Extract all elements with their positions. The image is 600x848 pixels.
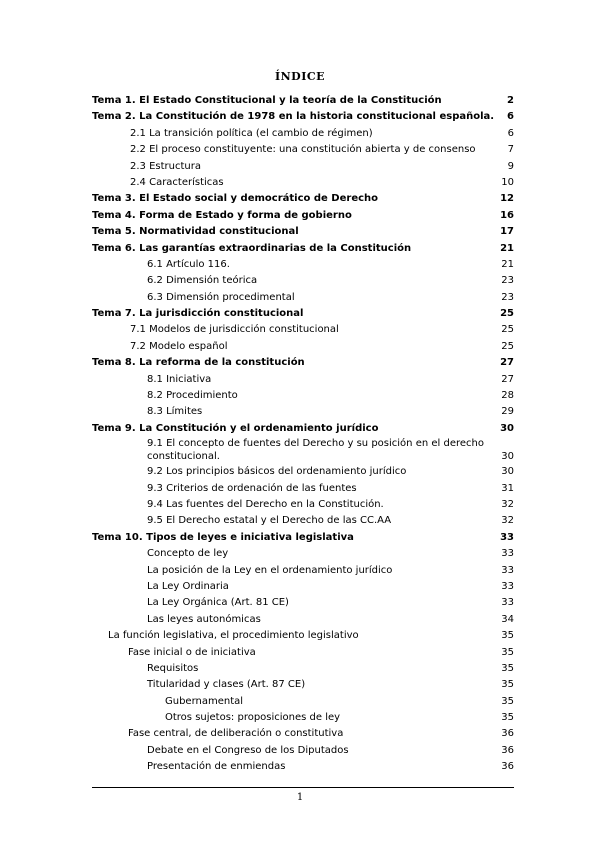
toc-entry-label: 2.4 Características bbox=[130, 176, 224, 188]
page-number: 1 bbox=[296, 792, 304, 803]
toc-entry-label: La Ley Orgánica (Art. 81 CE) bbox=[147, 597, 289, 609]
toc-entry-label: Presentación de enmiendas bbox=[147, 761, 286, 773]
footer-divider bbox=[92, 787, 514, 788]
toc-entry-label: 6.1 Artículo 116. bbox=[147, 258, 230, 270]
toc-entry-label: 9.1 El concepto de fuentes del Derecho y su posición en el derecho constitucional. bbox=[147, 438, 484, 463]
toc-entry-label: 8.2 Procedimiento bbox=[147, 390, 238, 402]
toc-entry-page: 27 bbox=[500, 357, 514, 369]
toc-entry-6-1[interactable] bbox=[92, 257, 514, 273]
toc-entry-tema-2[interactable] bbox=[92, 109, 514, 125]
toc-entry-2-3[interactable] bbox=[92, 159, 514, 175]
toc-entry-label: Titularidad y clases (Art. 87 CE) bbox=[147, 679, 306, 691]
toc-entry-page: 35 bbox=[501, 712, 514, 724]
toc-entry-6-2[interactable] bbox=[92, 273, 514, 289]
toc-entry-label: Requisitos bbox=[147, 662, 199, 674]
toc-entry-tema-4[interactable] bbox=[92, 208, 514, 224]
toc-entry-label: 7.1 Modelos de jurisdicción constitucional bbox=[130, 324, 339, 336]
toc-entry-page: 21 bbox=[501, 258, 514, 270]
toc-entry-page: 25 bbox=[501, 340, 514, 352]
toc-entry-label: Tema 2. La Constitución de 1978 en la historia constitucional española. bbox=[92, 111, 495, 123]
toc-entry-label: Tema 5. Normatividad constitucional bbox=[92, 226, 299, 238]
toc-entry-9-1[interactable] bbox=[92, 437, 514, 464]
toc-entry-page: 23 bbox=[501, 275, 514, 287]
toc-entry-page: 33 bbox=[500, 531, 514, 543]
toc-entry-label: Tema 1. El Estado Constitucional y la teoría de la Constitución bbox=[92, 95, 442, 106]
toc-entry-label: Tema 10. Tipos de leyes e iniciativa legislativa bbox=[92, 531, 354, 543]
toc-entry-page: 30 bbox=[501, 451, 514, 463]
toc-entry-page: 28 bbox=[501, 390, 514, 402]
toc-entry-page: 32 bbox=[501, 515, 514, 527]
toc-entry-leyes-autonomicas[interactable] bbox=[92, 612, 514, 628]
toc-entry-page: 10 bbox=[501, 176, 514, 188]
toc-entry-label: Gubernamental bbox=[165, 695, 244, 707]
toc-entry-8-1[interactable] bbox=[92, 372, 514, 388]
toc-entry-fase-central[interactable] bbox=[92, 726, 514, 742]
toc-entry-page: 29 bbox=[501, 406, 514, 418]
toc-entry-page: 35 bbox=[501, 662, 514, 674]
toc-entry-page: 25 bbox=[500, 308, 514, 320]
toc-entry-titularidad[interactable] bbox=[92, 677, 514, 693]
toc-entry-6-3[interactable] bbox=[92, 290, 514, 306]
toc-entry-label: 2.3 Estructura bbox=[130, 160, 201, 172]
toc-entry-label: Tema 4. Forma de Estado y forma de gobierno bbox=[92, 209, 352, 221]
toc-entry-label: 8.1 Iniciativa bbox=[147, 373, 212, 385]
toc-entry-page: 27 bbox=[501, 373, 514, 385]
toc-entry-label: Tema 6. Las garantías extraordinarias de la Constitución bbox=[92, 242, 412, 254]
toc-entry-label: 9.4 Las fuentes del Derecho en la Constitución. bbox=[147, 498, 384, 510]
toc-entry-page: 35 bbox=[501, 695, 514, 707]
toc-entry-label: Debate en el Congreso de los Diputados bbox=[147, 744, 349, 756]
toc-entry-page: 25 bbox=[501, 324, 514, 336]
toc-entry-9-4[interactable] bbox=[92, 497, 514, 513]
toc-entry-page: 33 bbox=[501, 597, 514, 609]
toc-entry-label: 2.1 La transición política (el cambio de régimen) bbox=[130, 127, 373, 139]
toc-entry-tema-9[interactable] bbox=[92, 421, 514, 437]
toc-entry-label: Las leyes autonómicas bbox=[147, 613, 261, 625]
toc-entry-tema-10[interactable] bbox=[92, 530, 514, 546]
toc-entry-page: 35 bbox=[501, 679, 514, 691]
toc-entry-page: 36 bbox=[501, 744, 514, 756]
toc-entry-tema-1[interactable] bbox=[92, 93, 514, 109]
toc-entry-page: 12 bbox=[500, 193, 514, 205]
toc-entry-label: Otros sujetos: proposiciones de ley bbox=[165, 712, 341, 724]
toc-entry-label: 9.2 Los principios básicos del ordenamiento jurídico bbox=[147, 466, 407, 478]
toc-entry-label: Tema 3. El Estado social y democrático de Derecho bbox=[92, 193, 379, 205]
toc-entry-concepto-de-ley[interactable] bbox=[92, 546, 514, 562]
toc-entry-page: 36 bbox=[501, 728, 514, 740]
toc-entry-page: 35 bbox=[501, 646, 514, 658]
toc-entry-page: 31 bbox=[501, 482, 514, 494]
toc-entry-9-3[interactable] bbox=[92, 481, 514, 497]
toc-entry-8-3[interactable] bbox=[92, 404, 514, 420]
toc-entry-tema-6[interactable] bbox=[92, 241, 514, 257]
toc-entry-label: 2.2 El proceso constituyente: una constitución abierta y de consenso bbox=[130, 144, 476, 156]
toc-entry-label: La Ley Ordinaria bbox=[147, 580, 229, 592]
toc-entry-label: 9.5 El Derecho estatal y el Derecho de las CC.AA bbox=[147, 515, 392, 527]
toc-entry-7-2[interactable] bbox=[92, 339, 514, 355]
toc-entry-tema-5[interactable] bbox=[92, 224, 514, 240]
toc-entry-8-2[interactable] bbox=[92, 388, 514, 404]
toc-entry-ley-ordinaria[interactable] bbox=[92, 579, 514, 595]
toc-entry-label: Tema 7. La jurisdicción constitucional bbox=[92, 308, 304, 320]
toc-entry-page: 32 bbox=[501, 498, 514, 510]
toc-entry-label: 6.3 Dimensión procedimental bbox=[147, 291, 295, 303]
toc-entry-enmiendas[interactable] bbox=[92, 759, 514, 775]
toc-entry-page: 6 bbox=[507, 111, 514, 123]
toc-entry-page: 34 bbox=[501, 613, 514, 625]
toc-entry-label: Fase central, de deliberación o constitutiva bbox=[128, 728, 344, 740]
toc-entry-label: 6.2 Dimensión teórica bbox=[147, 275, 258, 287]
toc-entry-label: Concepto de ley bbox=[147, 548, 229, 560]
toc-entry-ley-organica[interactable] bbox=[92, 595, 514, 611]
toc-entry-label: 7.2 Modelo español bbox=[130, 340, 228, 352]
toc-entry-posicion-ley[interactable] bbox=[92, 563, 514, 579]
toc-entry-label: La función legislativa, el procedimiento legislativo bbox=[108, 630, 359, 642]
toc-entry-debate-congreso[interactable] bbox=[92, 743, 514, 759]
toc-entry-tema-8[interactable] bbox=[92, 355, 514, 371]
toc-entry-page: 33 bbox=[501, 564, 514, 576]
toc-entry-page: 17 bbox=[500, 226, 514, 238]
toc-entry-label: 8.3 Límites bbox=[147, 406, 203, 418]
toc-entry-page: 33 bbox=[501, 580, 514, 592]
toc-entry-tema-7[interactable] bbox=[92, 306, 514, 322]
toc-entry-otros-sujetos[interactable] bbox=[92, 710, 514, 726]
toc-entry-9-5[interactable] bbox=[92, 513, 514, 529]
toc-entry-page: 23 bbox=[501, 291, 514, 303]
toc-entry-page: 9 bbox=[507, 160, 514, 172]
toc-entry-2-1[interactable] bbox=[92, 126, 514, 142]
toc-entry-9-2[interactable] bbox=[92, 464, 514, 480]
toc-entry-funcion-legislativa[interactable] bbox=[92, 628, 514, 644]
toc-entry-page: 30 bbox=[501, 466, 514, 478]
toc-entry-gubernamental[interactable] bbox=[92, 694, 514, 710]
toc-entry-2-4[interactable] bbox=[92, 175, 514, 191]
toc-entry-2-2[interactable] bbox=[92, 142, 514, 158]
toc-entry-page: 6 bbox=[507, 127, 514, 139]
toc-entry-page: 16 bbox=[500, 209, 514, 221]
toc-entry-label: Tema 8. La reforma de la constitución bbox=[92, 357, 305, 369]
toc-entry-tema-3[interactable] bbox=[92, 191, 514, 207]
toc-entry-label: Fase inicial o de iniciativa bbox=[128, 646, 256, 658]
toc-entry-page: 33 bbox=[501, 548, 514, 560]
toc-entry-label: Tema 9. La Constitución y el ordenamiento jurídico bbox=[92, 422, 379, 434]
index-title: ÍNDICE bbox=[274, 70, 326, 83]
toc-entry-7-1[interactable] bbox=[92, 322, 514, 338]
toc-entry-page: 30 bbox=[500, 422, 514, 434]
toc-entry-page: 36 bbox=[501, 761, 514, 773]
toc-entry-page: 7 bbox=[507, 144, 514, 156]
toc-entry-page: 35 bbox=[501, 630, 514, 642]
toc-entry-label: La posición de la Ley en el ordenamiento jurídico bbox=[147, 564, 393, 576]
toc-entry-requisitos[interactable] bbox=[92, 661, 514, 677]
toc-entry-page: 2 bbox=[507, 95, 514, 106]
toc-entry-label: 9.3 Criterios de ordenación de las fuentes bbox=[147, 482, 357, 494]
toc-entry-page: 21 bbox=[500, 242, 514, 254]
table-of-contents bbox=[92, 93, 514, 776]
toc-entry-fase-inicial[interactable] bbox=[92, 645, 514, 661]
